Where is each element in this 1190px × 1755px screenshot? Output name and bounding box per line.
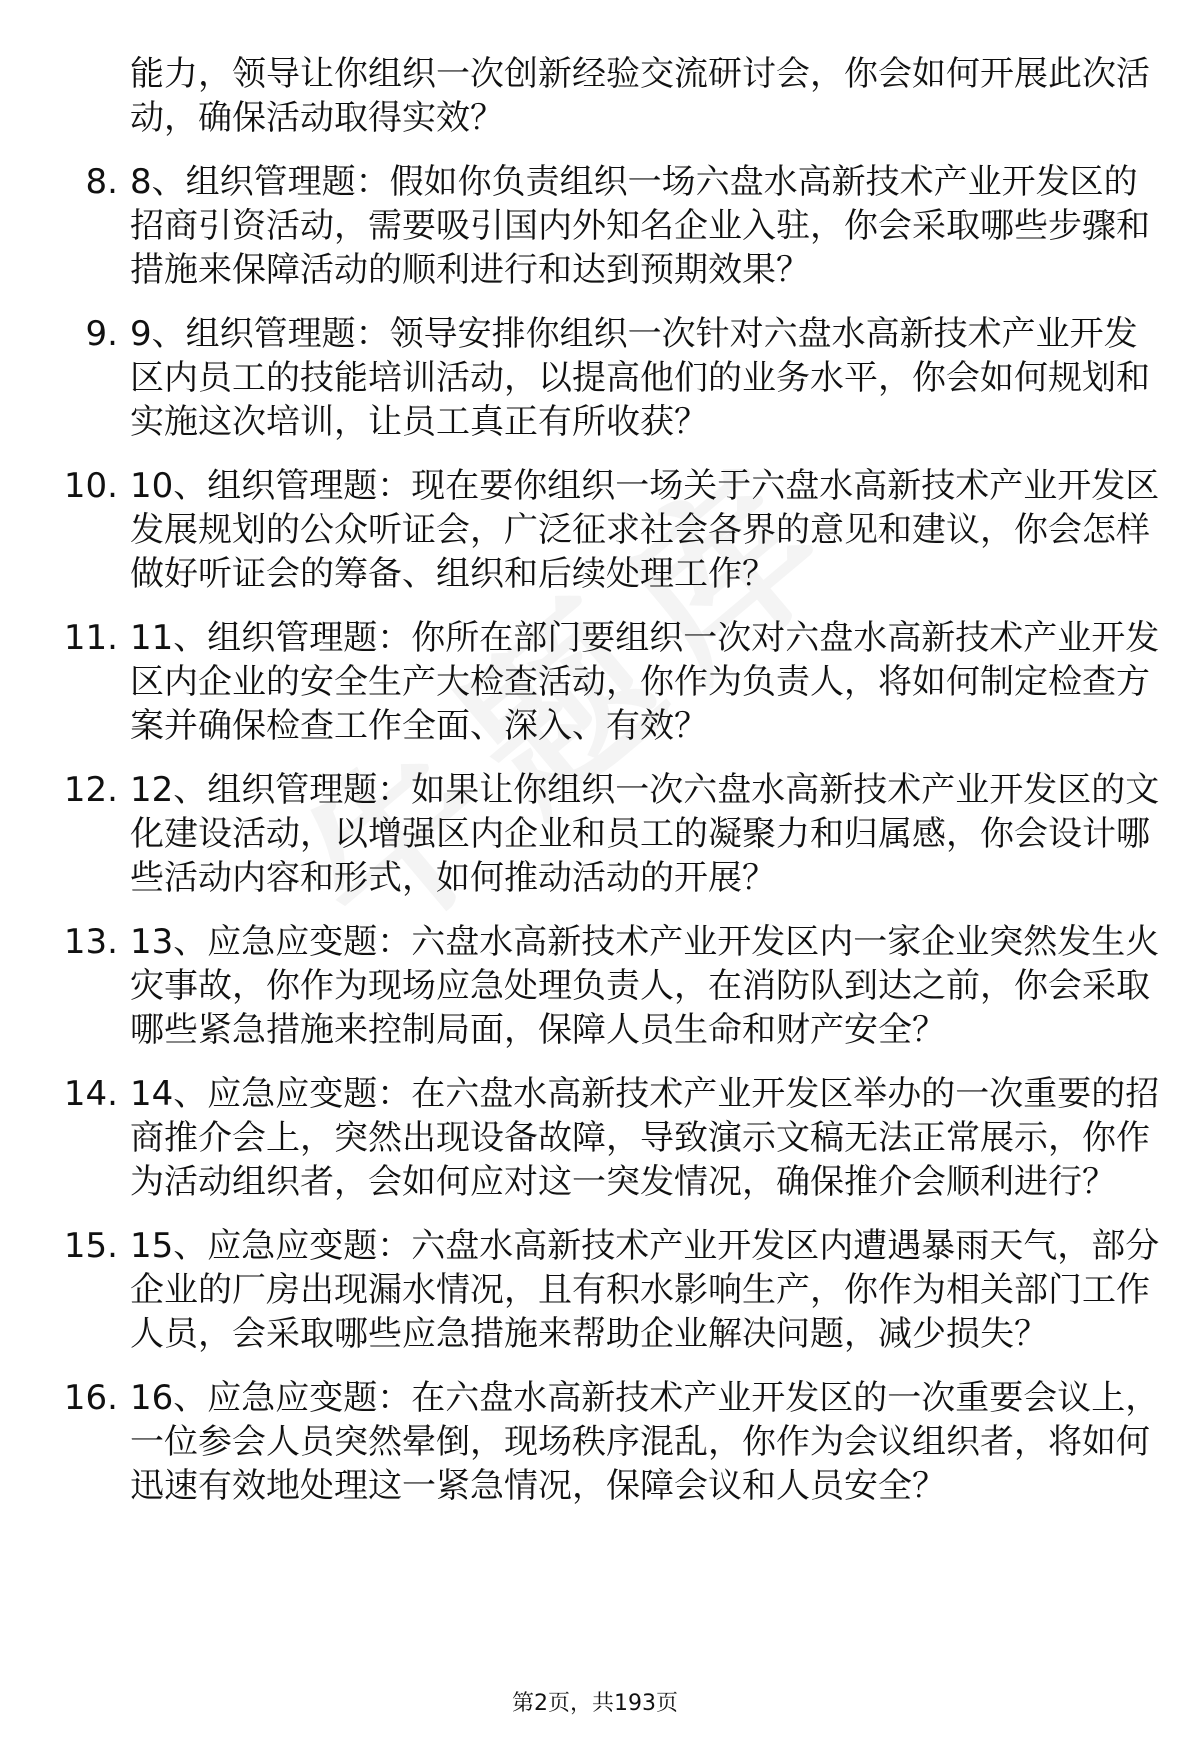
item-number: 9. <box>85 314 118 354</box>
item-text: 16、应急应变题：在六盘水高新技术产业开发区的一次重要会议上，一位参会人员突然晕倒，现场秩序混乱，你作为会议组织者，将如何迅速有效地处理这一紧急情况，保障会议和人员安全？ <box>130 1378 1160 1506</box>
item-number: 16. <box>63 1378 118 1418</box>
list-item <box>63 464 1160 596</box>
item-text: 11、组织管理题：你所在部门要组织一次对六盘水高新技术产业开发区内企业的安全生产大检查活动，你作为负责人，将如何制定检查方案并确保检查工作全面、深入、有效？ <box>130 618 1160 746</box>
item-text: 14、应急应变题：在六盘水高新技术产业开发区举办的一次重要的招商推介会上，突然出现设备故障，导致演示文稿无法正常展示，你作为活动组织者，会如何应对这一突发情况，确保推介会顺利进行？ <box>130 1074 1160 1202</box>
item-text: 15、应急应变题：六盘水高新技术产业开发区内遭遇暴雨天气，部分企业的厂房出现漏水情况，且有积水影响生产，你作为相关部门工作人员，会采取哪些应急措施来帮助企业解决问题，减少损失？ <box>130 1226 1160 1354</box>
list-item <box>63 616 1160 748</box>
question-list <box>0 52 1190 1528</box>
item-text: 8、组织管理题：假如你负责组织一场六盘水高新技术产业开发区的招商引资活动，需要吸引国内外知名企业入驻，你会采取哪些步骤和措施来保障活动的顺利进行和达到预期效果？ <box>130 162 1150 290</box>
item-number: 14. <box>63 1074 118 1114</box>
list-item <box>63 1224 1160 1356</box>
page-footer: 第2页，共193页 <box>512 1691 678 1716</box>
continuation-text: 能力，领导让你组织一次创新经验交流研讨会，你会如何开展此次活动，确保活动取得实效？ <box>130 54 1150 138</box>
list-item <box>63 1072 1160 1204</box>
item-number: 11. <box>63 618 118 658</box>
item-text: 13、应急应变题：六盘水高新技术产业开发区内一家企业突然发生火灾事故，你作为现场应急处理负责人，在消防队到达之前，你会采取哪些紧急措施来控制局面，保障人员生命和财产安全？ <box>130 922 1160 1050</box>
item-number: 15. <box>63 1226 118 1266</box>
item-text: 10、组织管理题：现在要你组织一场关于六盘水高新技术产业开发区发展规划的公众听证会，广泛征求社会各界的意见和建议，你会怎样做好听证会的筹备、组织和后续处理工作？ <box>130 466 1160 594</box>
list-item <box>63 768 1160 900</box>
list-item <box>85 160 1160 292</box>
item-number: 13. <box>63 922 118 962</box>
item-number: 12. <box>63 770 118 810</box>
item-number: 10. <box>63 466 118 506</box>
item-text: 9、组织管理题：领导安排你组织一次针对六盘水高新技术产业开发区内员工的技能培训活动，以提高他们的业务水平，你会如何规划和实施这次培训，让员工真正有所收获？ <box>130 314 1150 442</box>
item-text: 12、组织管理题：如果让你组织一次六盘水高新技术产业开发区的文化建设活动，以增强区内企业和员工的凝聚力和归属感，你会设计哪些活动内容和形式，如何推动活动的开展？ <box>130 770 1160 898</box>
item-number: 8. <box>85 162 118 202</box>
list-item <box>63 1376 1160 1508</box>
list-item <box>85 312 1160 444</box>
list-item <box>63 920 1160 1052</box>
